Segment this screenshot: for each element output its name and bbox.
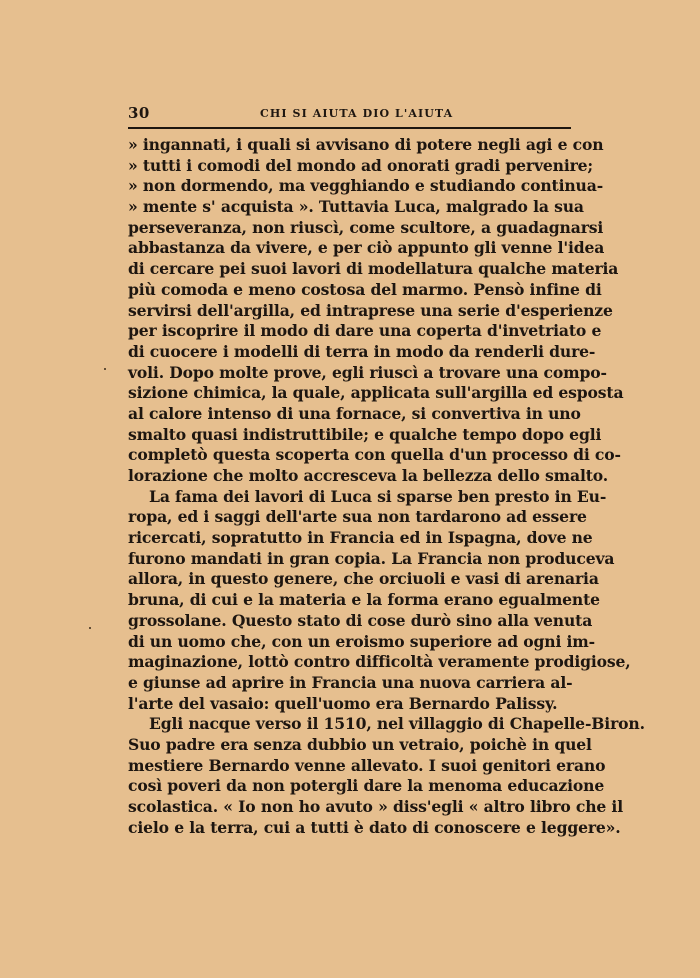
text-line: grossolane. Questo stato di cose durò sino alla venuta (128, 610, 593, 630)
text-line: allora, in questo genere, che orciuoli e vasi di arenaria (128, 569, 599, 589)
text-line: » ingannati, i quali si avvisano di potere negli agi e con (128, 135, 604, 154)
text-line: voli. Dopo molte prove, egli riuscì a trovare una compo- (128, 362, 607, 382)
text-line: l'arte del vasaio: quell'uomo era Bernardo Palissy. (128, 693, 558, 713)
text-line: servirsi dell'argilla, ed intraprese una serie d'esperienze (128, 300, 613, 320)
text-line: furono mandati in gran copia. La Francia non produceva (128, 548, 615, 568)
text-line: ropa, ed i saggi dell'arte sua non tardarono ad essere (128, 507, 587, 527)
running-title: CHI SI AIUTA DIO L'AIUTA (260, 107, 454, 120)
text-line: completò questa scoperta con quella d'un processo di co- (128, 445, 621, 465)
text-line: per iscoprire il modo di dare una coperta d'invetriato e (128, 321, 602, 341)
text-line: di un uomo che, con un eroismo superiore ad ogni im- (128, 631, 595, 651)
paragraph-first-line: Egli nacque verso il 1510, nel villaggio di Chapelle-Biron. (149, 714, 645, 734)
page-number: 30 (128, 104, 150, 122)
text-line: cielo e la terra, cui a tutti è dato di conoscere e leggere». (128, 817, 621, 837)
paragraph-first-line: La fama dei lavori di Luca si sparse ben presto in Eu- (149, 486, 607, 506)
text-line: di cuocere i modelli di terra in modo da renderli dure- (128, 341, 596, 361)
print-speck (104, 368, 106, 370)
text-line: più comoda e meno costosa del marmo. Pensò infine di (128, 279, 602, 299)
text-line: al calore intenso di una fornace, si convertiva in uno (128, 403, 581, 423)
text-line: mestiere Bernardo venne allevato. I suoi genitori erano (128, 755, 606, 775)
header-rule (128, 127, 571, 129)
text-line: scolastica. « Io non ho avuto » diss'egli « altro libro che il (128, 797, 623, 816)
text-line: smalto quasi indistruttibile; e qualche tempo dopo egli (128, 424, 602, 444)
text-line: » mente s' acquista ». Tuttavia Luca, malgrado la sua (128, 197, 584, 217)
text-line: Suo padre era senza dubbio un vetraio, poichè in quel (128, 734, 592, 754)
text-line: abbastanza da vivere, e per ciò appunto gli venne l'idea (128, 238, 605, 258)
text-line: di cercare pei suoi lavori di modellatura qualche materia (128, 259, 619, 279)
print-speck (89, 627, 91, 629)
page-header (128, 104, 571, 124)
text-line: perseveranza, non riuscì, come scultore, a guadagnarsi (128, 217, 604, 237)
body-text (128, 135, 645, 838)
text-line: lorazione che molto accresceva la bellezza dello smalto. (128, 466, 609, 485)
text-line: » tutti i comodi del mondo ad onorati gradi pervenire; (128, 155, 594, 175)
text-line: così poveri da non potergli dare la menoma educazione (128, 776, 605, 796)
text-line: sizione chimica, la quale, applicata sull'argilla ed esposta (128, 383, 624, 403)
text-line: maginazione, lottò contro difficoltà veramente prodigiose, (128, 652, 631, 672)
text-line: » non dormendo, ma vegghiando e studiando continua- (128, 176, 604, 196)
text-line: ricercati, sopratutto in Francia ed in Ispagna, dove ne (128, 528, 593, 548)
text-line: e giunse ad aprire in Francia una nuova carriera al- (128, 672, 573, 692)
text-line: bruna, di cui e la materia e la forma erano egualmente (128, 590, 600, 610)
